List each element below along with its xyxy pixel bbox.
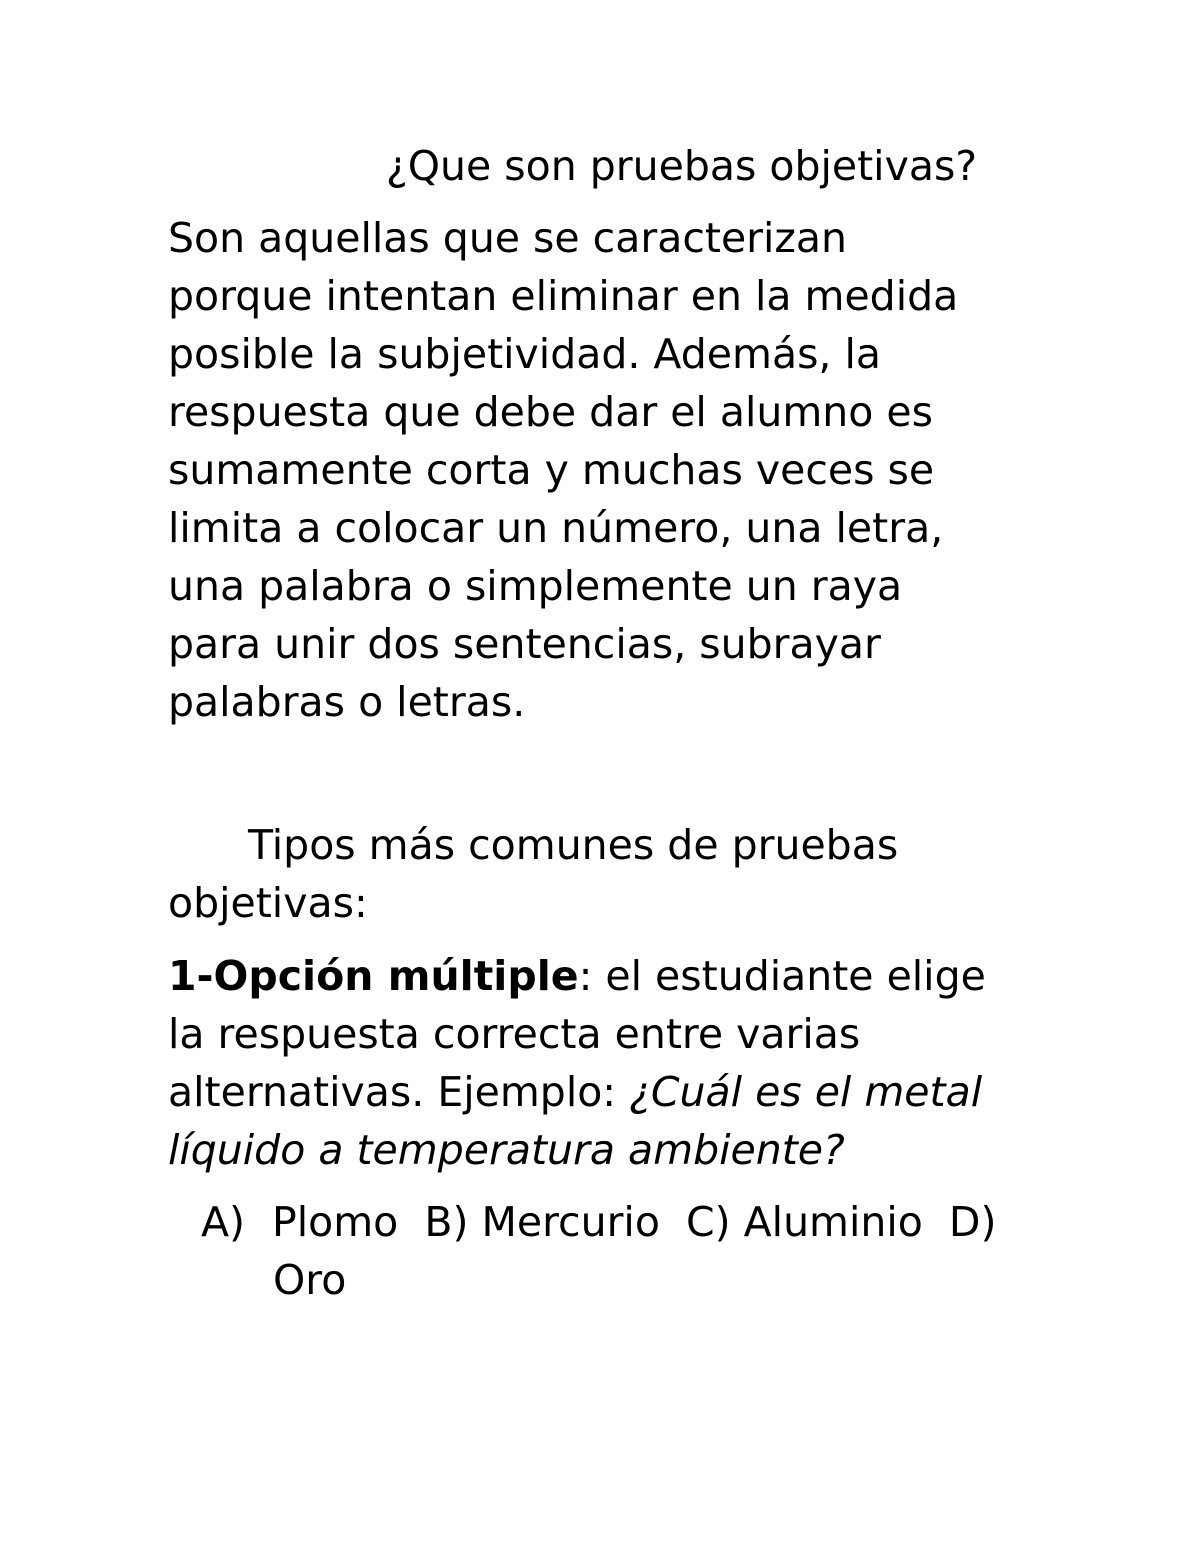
item-multiple-choice — [168, 947, 986, 1179]
answer-options — [168, 1193, 996, 1309]
definition-line: Son aquellas que se caracterizan — [168, 214, 848, 262]
page-title: ¿Que son pruebas objetivas? — [386, 142, 978, 190]
definition-line: una palabra o simplemente un raya — [168, 562, 903, 610]
item-example-label: alternativas. Ejemplo: — [168, 1068, 630, 1116]
definition-line: palabras o letras. — [168, 678, 526, 726]
options-line2: Oro — [273, 1256, 347, 1304]
definition-line: limita a colocar un número, una letra, — [168, 504, 944, 552]
types-heading-line1: Tipos más comunes de pruebas — [248, 821, 899, 869]
definition-line: respuesta que debe dar el alumno es — [168, 388, 933, 436]
definition-line: para unir dos sentencias, subrayar — [168, 620, 881, 668]
example-question-cont: líquido a temperatura ambiente? — [168, 1126, 845, 1174]
item-line — [168, 1063, 986, 1121]
definition-paragraph — [168, 209, 958, 731]
item-term: 1-Opción múltiple — [168, 952, 579, 1000]
definition-line: sumamente corta y muchas veces se — [168, 446, 935, 494]
item-description: : el estudiante elige — [578, 952, 986, 1000]
definition-line: posible la subjetividad. Además, la — [168, 330, 882, 378]
types-heading — [168, 816, 898, 932]
item-line: la respuesta correcta entre varias — [168, 1010, 861, 1058]
option-a-letter: A) — [201, 1198, 246, 1246]
example-question: ¿Cuál es el metal — [629, 1068, 983, 1116]
definition-line: porque intentan eliminar en la medida — [168, 272, 959, 320]
item-line — [168, 947, 986, 1005]
options-text: Plomo B) Mercurio C) Aluminio D) — [272, 1198, 997, 1246]
types-heading-line2: objetivas: — [168, 879, 368, 927]
options-line1 — [168, 1193, 996, 1251]
